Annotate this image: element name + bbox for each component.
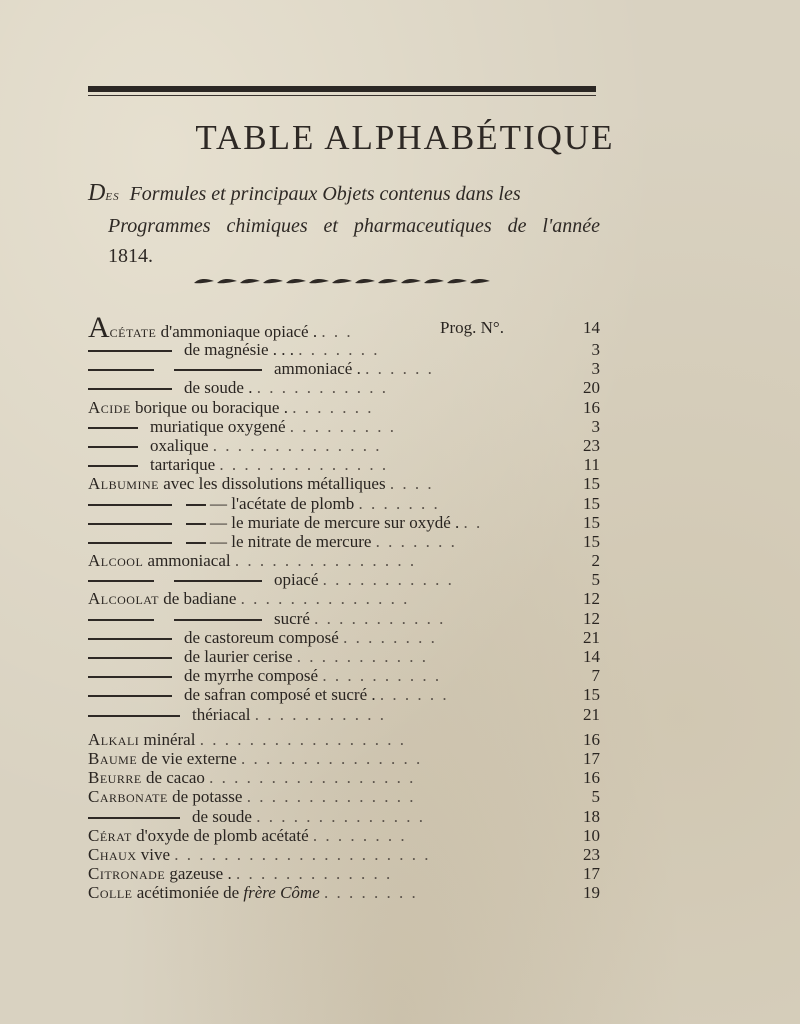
subtitle-line1-rest: Formules et principaux Objets contenus dans les: [129, 183, 521, 205]
entry-head: cétate: [109, 322, 157, 341]
program-number: 11: [583, 455, 600, 475]
entry-text: [88, 730, 406, 749]
entry-text: [150, 417, 396, 436]
leader-dots: . . . . . .: [365, 359, 434, 379]
index-entry: [88, 768, 600, 787]
entry-label: de soude: [192, 806, 252, 826]
index-entry: [88, 513, 600, 532]
program-number: 16: [583, 729, 600, 749]
entry-label: acétimoniée de: [136, 883, 240, 903]
ornament-swash: [217, 279, 237, 283]
program-number: 5: [591, 570, 600, 590]
ornament-swash: [401, 279, 421, 283]
index-entry: [88, 749, 600, 768]
program-number: 16: [583, 397, 600, 417]
top-rule-thin: [88, 95, 596, 96]
ditto-dash: [88, 542, 172, 544]
program-number: 23: [583, 435, 600, 455]
entry-label: de vie externe: [141, 748, 237, 768]
entry-text: [274, 609, 445, 628]
index-entry: [88, 609, 600, 628]
ditto-dash: [88, 638, 172, 640]
ornament-swash: [332, 279, 352, 283]
leader-dots: . . . . . . . .: [312, 825, 407, 845]
entry-head: Baume: [88, 748, 138, 768]
entry-label: thériacal: [192, 704, 251, 724]
leader-dots: . . . .: [389, 474, 434, 494]
entry-label: sucré: [274, 608, 310, 628]
ditto-dash: [88, 369, 154, 371]
entry-head: Acide: [88, 397, 131, 417]
index-entry: [88, 647, 600, 666]
program-number: 21: [583, 627, 600, 647]
ditto-dash: [88, 580, 154, 582]
program-number: 18: [583, 806, 600, 826]
index-entry: [88, 311, 600, 344]
entry-text: [192, 705, 386, 724]
leader-dots: . . . . . . . . . . . . . . . . . . . . .: [174, 844, 431, 864]
ditto-dash: [88, 446, 138, 448]
leader-dots: . . . . . . . .: [324, 883, 418, 903]
ditto-dash: [88, 619, 154, 621]
entry-text: [210, 532, 457, 551]
leader-dots: . . . . . . . . . . . . . . .: [234, 551, 417, 571]
index-entry: [88, 340, 600, 359]
leader-dots: . . . . . . . . . . . . . .: [256, 806, 425, 826]
index-entry: [88, 551, 600, 570]
entry-text: [210, 494, 440, 513]
index-entry: [88, 398, 600, 417]
ornament-swash: [424, 279, 444, 283]
leader-dots: . . . . . . . . . . . . .: [235, 864, 393, 884]
ornament-swash: [309, 279, 329, 283]
program-number: 12: [583, 608, 600, 628]
entry-label: de soude .: [184, 378, 253, 398]
entry-label: — le nitrate de mercure: [210, 531, 372, 551]
index-entry: [88, 666, 600, 685]
program-number: 14: [583, 647, 600, 666]
program-number: 12: [583, 589, 600, 609]
subtitle-line-1: [88, 180, 521, 206]
index-entry: [88, 378, 600, 397]
leader-dots: . . . . . . . .: [343, 627, 437, 647]
entry-head: Citronade: [88, 864, 166, 884]
entry-label: borique ou boracique .: [135, 397, 288, 417]
ditto-dash: [174, 369, 262, 371]
entry-label: oxalique: [150, 435, 209, 455]
ornament-swash: [378, 279, 398, 283]
entry-label: de badiane: [163, 589, 237, 609]
leader-dots: . . . . . .: [379, 685, 449, 705]
index-entry: [88, 455, 600, 474]
leader-dots: . . . . . . .: [298, 340, 380, 359]
index-entry: [88, 532, 600, 551]
entry-label: ammoniacal: [147, 551, 231, 571]
program-number: 7: [591, 666, 600, 686]
leader-dots: . . . . . . . . . . .: [322, 570, 454, 590]
leader-dots: . . . . . . . . . . . . . . . . .: [199, 729, 406, 749]
index-entry: [88, 589, 600, 608]
entry-text: [184, 647, 428, 666]
ornament-swash: [470, 279, 490, 283]
program-number: 17: [583, 748, 600, 768]
leader-dots: . . .: [321, 322, 353, 341]
leader-dots: . . . . . . . . . . . . . .: [240, 589, 410, 609]
entry-label: tartarique: [150, 455, 216, 475]
entry-label: de magnésie . . .: [184, 340, 294, 359]
leader-dots: . . . . . . . . . . .: [314, 608, 446, 628]
entry-head: Carbonate: [88, 787, 168, 807]
entry-head: Alkali: [88, 729, 140, 749]
entry-head: Alcool: [88, 551, 144, 571]
ditto-dash: [88, 817, 180, 819]
entry-head-initial: A: [88, 311, 110, 344]
leader-dots: . .: [463, 512, 483, 532]
entry-head: Cérat: [88, 825, 132, 845]
index-entry: [88, 359, 600, 378]
index-entry: [88, 494, 600, 513]
entry-head: Chaux: [88, 844, 137, 864]
program-number: 15: [583, 474, 600, 494]
program-number: 2: [591, 551, 600, 571]
ditto-dash: [186, 523, 206, 525]
ditto-dash: [88, 676, 172, 678]
index-list: [88, 311, 600, 903]
ditto-dash: [186, 504, 206, 506]
entry-label: de myrrhe composé: [184, 666, 319, 686]
entry-label: muriatique oxygené: [150, 416, 286, 436]
program-number: 21: [583, 704, 600, 724]
entry-label-italic: frère Côme: [243, 883, 320, 903]
subtitle-line-2: Programmes chimiques et pharmaceutiques de l'année: [108, 215, 600, 237]
leader-dots: . . . . . . .: [358, 493, 440, 513]
program-number: 3: [591, 359, 600, 379]
entry-text: [210, 513, 482, 532]
entry-head: Beurre: [88, 768, 142, 788]
program-number: 19: [583, 883, 600, 903]
ditto-dash: [88, 465, 138, 467]
program-number: 23: [583, 844, 600, 864]
leader-dots: . . . . . . .: [292, 397, 374, 417]
leader-dots: . . . . . . . . . .: [322, 666, 442, 686]
program-number: 15: [583, 512, 600, 532]
index-entry: [88, 417, 600, 436]
ornament-divider: [190, 277, 492, 287]
ditto-dash: [186, 542, 206, 544]
ditto-dash: [88, 504, 172, 506]
ditto-dash: [88, 523, 172, 525]
index-entry: [88, 570, 600, 589]
entry-label: de potasse: [172, 787, 243, 807]
entry-text: [88, 474, 434, 493]
leader-dots: . . . . . . . . . . . . . . . . .: [209, 768, 416, 788]
program-number: 15: [583, 685, 600, 705]
subtitle-year: 1814.: [108, 245, 153, 267]
entry-label: minéral: [143, 729, 196, 749]
entry-text: [88, 845, 431, 864]
ornament-swash: [447, 279, 467, 283]
entry-label: ammoniacé .: [274, 359, 361, 379]
leader-dots: . . . . . . . . . . . . . .: [246, 787, 416, 807]
entry-head: Colle: [88, 883, 133, 903]
program-number: 16: [583, 768, 600, 788]
leader-dots: . . . . . . . . . . . . . .: [219, 455, 389, 475]
entry-label: d'ammoniaque opiacé .: [160, 322, 318, 341]
ditto-dash: [88, 715, 180, 717]
entry-label: de cacao: [145, 768, 205, 788]
index-entry: [88, 807, 600, 826]
index-entry: [88, 787, 600, 806]
subtitle-cap: D: [88, 180, 106, 206]
leader-dots: . . . . . . . . . . .: [256, 378, 388, 398]
leader-dots: . . . . . . .: [375, 531, 457, 551]
entry-label: de castoreum composé: [184, 627, 339, 647]
entry-text: [184, 685, 449, 704]
column-header-prog: Prog. N°.: [440, 318, 504, 337]
leader-dots: . . . . . . . . . . .: [296, 647, 429, 666]
entry-text: [150, 436, 382, 455]
entry-label: avec les dissolutions métalliques: [163, 474, 386, 494]
program-number: 17: [583, 864, 600, 884]
ornament-swash: [194, 279, 214, 283]
entry-text: [184, 628, 437, 647]
index-entry: [88, 826, 600, 845]
index-entry: [88, 685, 600, 704]
entry-head: Albumine: [88, 474, 159, 494]
subtitle-small-caps: es: [105, 187, 120, 204]
subtitle: [88, 178, 600, 271]
leader-dots: . . . . . . . . . . .: [254, 704, 387, 724]
entry-text: [88, 398, 373, 417]
entry-text: [88, 883, 418, 902]
entry-text: [274, 359, 434, 378]
entry-label: de laurier cerise: [184, 647, 293, 666]
ditto-dash: [174, 619, 262, 621]
entry-text: [150, 455, 388, 474]
entry-label: de safran composé et sucré .: [184, 685, 376, 705]
entry-label: opiacé: [274, 570, 319, 590]
program-number: 15: [583, 493, 600, 513]
entry-text: [184, 340, 380, 359]
entry-text: [88, 768, 415, 787]
entry-head: Alcoolat: [88, 589, 159, 609]
entry-label: gazeuse .: [169, 864, 232, 884]
entry-label: d'oxyde de plomb acétaté: [136, 825, 309, 845]
top-rule-thick: [88, 86, 596, 92]
leader-dots: . . . . . . . . .: [289, 416, 396, 436]
entry-text: [184, 666, 441, 685]
program-number: 3: [591, 340, 600, 359]
ornament-swash: [263, 279, 283, 283]
program-number: 20: [583, 378, 600, 398]
ditto-dash: [88, 695, 172, 697]
ornament-swash: [240, 279, 260, 283]
ditto-dash: [174, 580, 262, 582]
entry-label: — l'acétate de plomb: [210, 493, 355, 513]
program-number: 14: [583, 318, 600, 337]
entry-text: [88, 864, 392, 883]
program-number: 3: [591, 416, 600, 436]
ditto-dash: [88, 657, 172, 659]
index-entry: [88, 730, 600, 749]
index-entry: [88, 845, 600, 864]
entry-text: [192, 807, 425, 826]
entry-text: [274, 570, 454, 589]
ditto-dash: [88, 427, 138, 429]
leader-dots: . . . . . . . . . . . . . .: [212, 435, 382, 455]
index-entry: [88, 864, 600, 883]
program-number: 10: [583, 825, 600, 845]
index-entry: [88, 436, 600, 455]
index-entry: [88, 883, 600, 902]
entry-text: [88, 551, 416, 570]
index-entry: [88, 705, 600, 724]
entry-text: [88, 589, 409, 608]
page-title: TABLE ALPHABÉTIQUE: [195, 118, 615, 157]
ornament-swash: [355, 279, 375, 283]
entry-text: [184, 378, 388, 397]
leader-dots: . . . . . . . . . . . . . . .: [241, 748, 423, 768]
entry-label: vive: [140, 844, 171, 864]
program-number: 5: [591, 787, 600, 807]
program-number: 15: [583, 531, 600, 551]
entry-text: [88, 749, 422, 768]
entry-label: — le muriate de mercure sur oxydé .: [210, 512, 460, 532]
index-entry: [88, 474, 600, 493]
ornament-swash: [286, 279, 306, 283]
entry-text: [88, 787, 415, 806]
ditto-dash: [88, 388, 172, 390]
ditto-dash: [88, 350, 172, 352]
index-entry: [88, 628, 600, 647]
entry-text: [88, 826, 407, 845]
